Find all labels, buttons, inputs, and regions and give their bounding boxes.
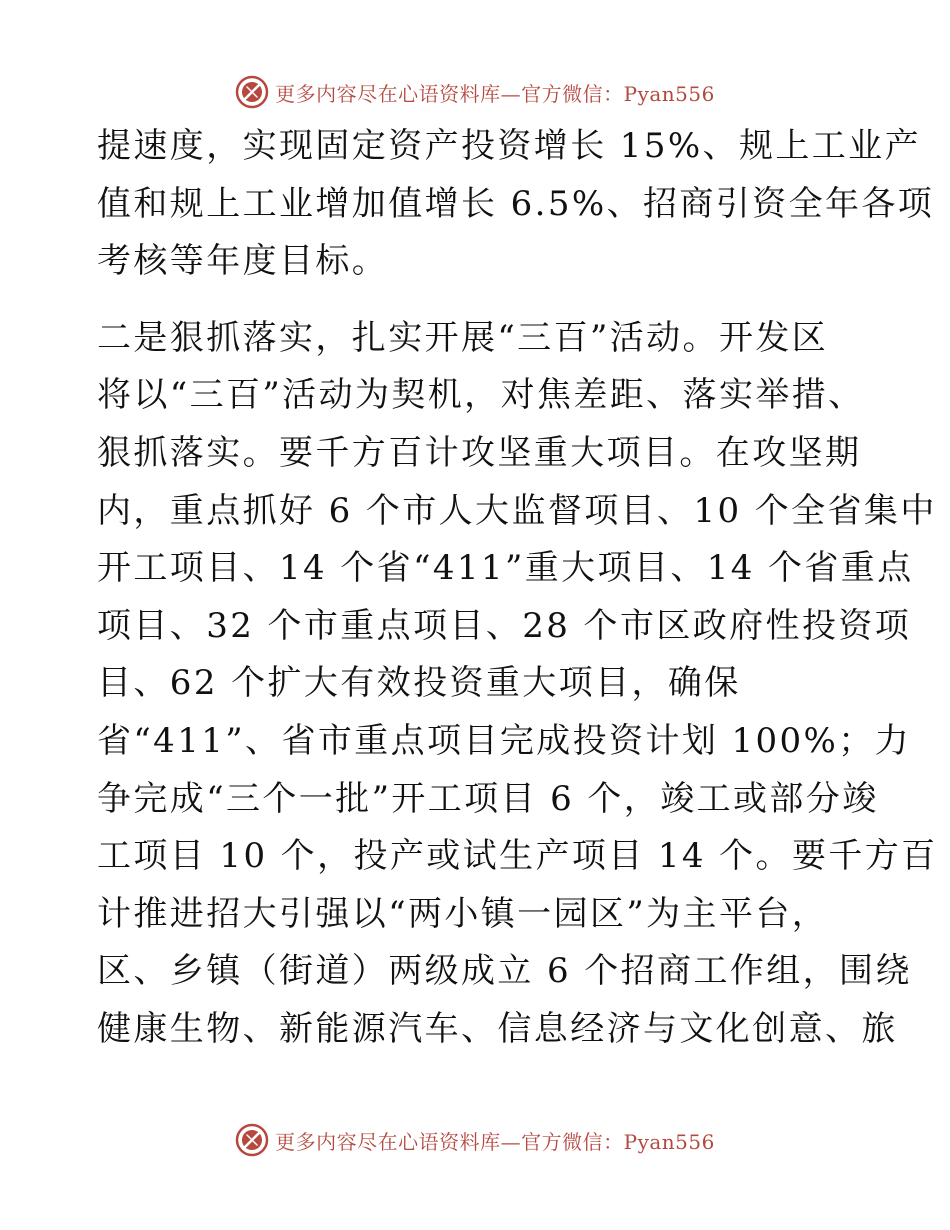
header-banner bbox=[0, 70, 950, 114]
body-line: 目、62 个扩大有效投资重大项目，确保 bbox=[97, 663, 741, 704]
body-line: 健康生物、新能源汽车、信息经济与文化创意、旅 bbox=[97, 1008, 898, 1049]
header-banner-text: 更多内容尽在心语资料库—官方微信：Pyan556 bbox=[275, 81, 715, 106]
paragraph-gap bbox=[97, 291, 867, 310]
body-line: 狠抓落实。要千方百计攻坚重大项目。在攻坚期 bbox=[97, 432, 862, 473]
body-line: 提速度，实现固定资产投资增长 15%、规上工业产 bbox=[97, 126, 921, 166]
body-line: 值和规上工业增加值增长 6.5%、招商引资全年各项 bbox=[97, 183, 935, 224]
body-line: 项目、32 个市重点项目、28 个市区政府性投资项 bbox=[97, 605, 912, 646]
body-line: 区、乡镇（街道）两级成立 6 个招商工作组，围绕 bbox=[97, 951, 912, 992]
red-seal-logo-icon bbox=[235, 75, 269, 109]
red-seal-logo-icon bbox=[235, 1123, 269, 1157]
body-line: 考核等年度目标。 bbox=[97, 241, 389, 282]
body-line: 将以“三百”活动为契机，对焦差距、落实举措、 bbox=[97, 375, 865, 416]
footer-banner bbox=[0, 1118, 950, 1162]
document-body bbox=[97, 118, 938, 1059]
body-line: 工项目 10 个，投产或试生产项目 14 个。要千方百 bbox=[97, 836, 938, 877]
body-line: 内，重点抓好 6 个市人大监督项目、10 个全省集中 bbox=[97, 490, 937, 531]
body-line: 二是狠抓落实，扎实开展“三百”活动。开发区 bbox=[97, 317, 829, 358]
body-line: 争完成“三个一批”开工项目 6 个，竣工或部分竣 bbox=[97, 778, 879, 819]
body-line: 开工项目、14 个省“411”重大项目、14 个省重点 bbox=[97, 548, 914, 589]
body-line: 省“411”、省市重点项目完成投资计划 100%；力 bbox=[97, 720, 912, 761]
footer-banner-text: 更多内容尽在心语资料库—官方微信：Pyan556 bbox=[275, 1129, 715, 1154]
body-line: 计推进招大引强以“两小镇一园区”为主平台， bbox=[97, 893, 829, 934]
